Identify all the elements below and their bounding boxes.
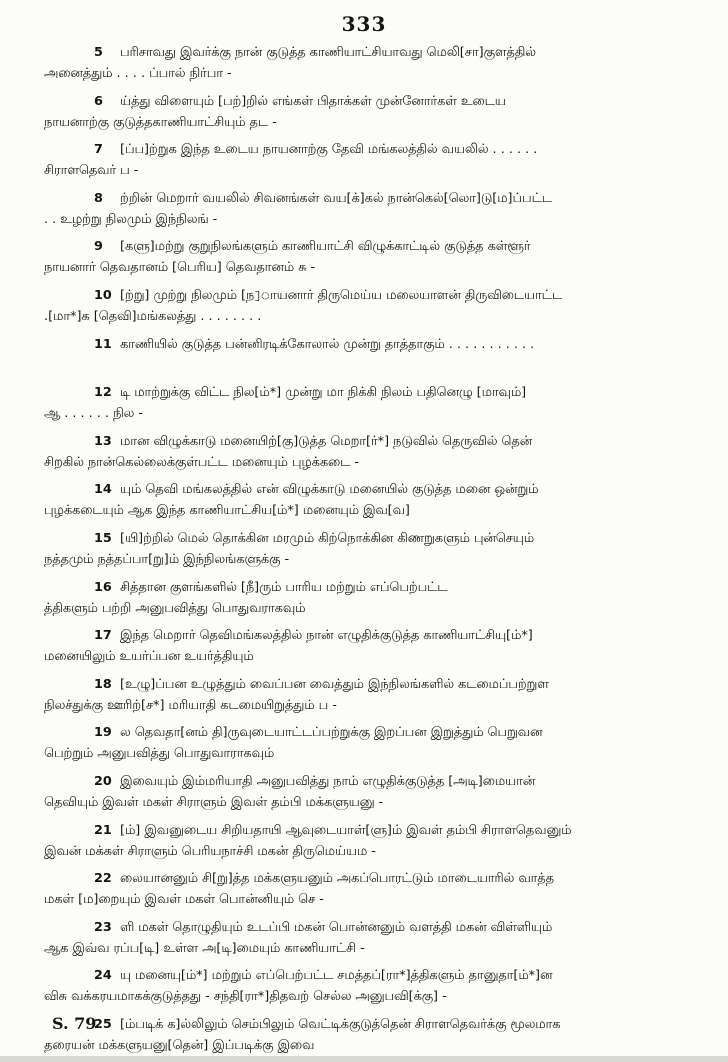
entry-first-line [40,431,690,452]
entry-first-line [40,236,690,257]
entry-text: யு மனையு[ம்*] மற்றும் எப்பெற்பட்ட சமத்தப்[ரா*]த்திகளும் தானுதா[ம்*]ன [120,968,553,984]
entry-continuation-line: நிலச்துக்கு ஊரிற்[ச*] மரியாதி கடமையிறுத்தும் ப - [44,697,337,713]
entry-continuation-line: புழக்கடையும் ஆக இந்த காணியாட்சிய[ம்*] மனையும் இவ[வ] [44,503,410,519]
inscription-line-entry [40,820,690,869]
entry-first-line [40,820,690,841]
entry-continuation-line: இவன் மக்கள் சிராளும் பெரியநாச்சி மகன் திருமெய்யம - [44,843,376,859]
line-number: 11 [94,336,112,352]
inscription-line-entry [40,91,690,140]
entry-continuation-line: நாயனாற்கு குடுத்தகாணியாட்சியும் தட - [44,114,277,130]
entry-first-line [40,334,690,355]
inscription-line-entry [40,1014,690,1062]
entry-continuation-line: அனைத்தும் . . . . ப்பால் நிர்பா - [44,66,232,81]
line-number: 19 [94,725,112,741]
entry-continuation-line: பெற்றும் அனுபவித்து பொதுவாராகவும் [44,746,275,762]
entry-continuation-line: தெவியும் இவள் மகள் சிராளும் இவள் தம்பி மக்களுயனு - [44,794,384,810]
inscription-line-entry [40,965,690,1014]
entry-text: லையானனும் சி[று]த்த மக்களுயனும் அகப்பொரட்டும் மாடையாரில் வாத்த [120,871,554,887]
entry-continuation-line: .[மா*]க [தெவி]மங்கலத்து . . . . . . . . [44,308,262,324]
entry-text: இந்த மெறார் தெவிமங்கலத்தில் நான் எழுதிக்குடுத்த காணியாட்சியு[ம்*] [120,628,533,644]
inscription-entries [40,42,690,1062]
entry-first-line [40,188,690,209]
line-number: 14 [94,482,112,498]
entry-text: [உழு]ப்பன உழுத்தும் வைப்பன வைத்தும் இந்நிலங்களில் கடமைப்பற்றுள [120,676,549,692]
entry-first-line [40,479,690,500]
entry-text: மான விழுக்காடு மனையிற்[கு]டுத்த மெறா[ர்*] நடுவில் தெருவில் தென் [120,433,533,449]
entry-text: இவையும் இம்மரியாதி அனுபவித்து நாம் எழுதிக்குடுத்த [அடி]மையான் [120,773,536,789]
entry-first-line [40,528,690,549]
line-number: 23 [94,919,112,935]
page-bottom-edge [0,1056,728,1062]
inscription-line-entry [40,382,690,431]
inscription-line-entry [40,479,690,528]
entry-first-line [40,139,690,160]
line-number: 22 [94,871,112,887]
line-number: 9 [94,239,103,255]
line-number: 13 [94,433,112,449]
entry-text: ல தெவதா[னம் தி]ருவுடையாட்டப்பற்றுக்கு இறப்பன இறுத்தும் பெறுவன [120,725,543,741]
entry-text: ற்றின் மெறார் வயலில் சிவனங்கள் வய[க்]கல் நான்கெல்[லொ]டு[ம]ப்பட்ட [120,190,552,206]
inscription-line-entry [40,431,690,480]
inscription-line-entry [40,771,690,820]
entry-continuation-line: மகள் [ம]றையும் இவள் மகள் பொன்னியும் செ - [44,892,324,908]
line-number: 16 [94,579,112,595]
line-number: 20 [94,773,112,789]
entry-continuation-line: . . உழற்று நிலமும் இந்நிலங் - [44,211,218,227]
entry-first-line [40,382,690,403]
entry-text: [ற்று] முற்று நிலமும் [ந]ாயனார் திருமெய்ய மலையாளன் திருவிடையாட்ட [120,287,563,303]
entry-text: டி மாற்றுக்கு விட்ட நில[ம்*] முன்று மா நிக்கி நிலம் பதினெழு [மாவும்] [120,385,527,401]
inscription-line-entry [40,917,690,966]
entry-first-line [40,285,690,306]
entry-continuation-line: விசு வக்கரயமாகக்குடுத்தது - சந்தி[ரா*]திதவற் செல்ல அனுபவி[க்கு] - [44,989,447,1005]
entry-first-line [40,868,690,889]
entry-continuation-line [40,355,690,376]
entry-text: [ம்படிக் க]ல்லிலும் செம்பிலும் வெட்டிக்குடுத்தென் சிராளதெவர்க்கு மூலமாக [120,1016,561,1032]
entry-first-line [40,771,690,792]
entry-first-line [40,1014,690,1035]
entry-continuation-line: சிறகில் நான்கெல்லைக்குள்பட்ட மனையும் புழக்கடை - [44,454,360,470]
line-number: 5 [94,45,103,60]
entry-text: ளி மகள் தொழுதியும் உடப்பி மகன் பொன்னனும் வளத்தி மகன் விள்ளியும் [120,919,553,935]
entry-first-line [40,917,690,938]
entry-text: [களு]மற்று குறுநிலங்களும் காணியாட்சி விழுக்காட்டில் குடுத்த கள்ளூர் [120,239,531,255]
inscription-line-entry [40,334,690,383]
line-number: 8 [94,190,103,206]
entry-continuation-line: நாயனார் தெவதானம் [பெரிய] தெவதானம் சு - [44,260,316,276]
inscription-line-entry [40,722,690,771]
page-footer-signature: S. 79 [52,1014,97,1033]
entry-first-line [40,625,690,646]
entry-continuation-line: த்திகளும் பற்றி அனுபவித்து பொதுவராகவும் [44,600,306,616]
inscription-line-entry [40,236,690,285]
entry-text: [யி]ற்றில் மெல் தொக்கின மரமும் கிற்நொக்கின கிணறுகளும் புன்செயும் [120,530,535,546]
entry-text: [ம்] இவனுடைய சிறியதாயி ஆவுடையாள்[ளு]ம் இவள் தம்பி சிராளதெவனும் [120,822,572,838]
entry-first-line [40,91,690,112]
inscription-line-entry [40,42,690,91]
entry-text: பரிசாவது இவர்க்கு நான் குடுத்த காணியாட்சியாவது மெலி[சா]குளத்தில் [120,45,536,60]
entry-text: யும் தெவி மங்கலத்தில் என் விழுக்காடு மனையில் குடுத்த மனை ஒன்றும் [120,482,539,498]
inscription-line-entry [40,674,690,723]
entry-text: சித்தான குளங்களில் [நீ]ரும் பாரிய மற்றும் எப்பெற்பட்ட [120,579,448,595]
line-number: 21 [94,822,112,838]
entry-continuation-line: ஆ . . . . . . நில - [44,406,143,422]
line-number: 17 [94,628,112,644]
line-number: 6 [94,93,103,109]
inscription-line-entry [40,139,690,188]
entry-first-line [40,674,690,695]
line-number: 15 [94,530,112,546]
line-number: 18 [94,676,112,692]
entry-first-line [40,965,690,986]
entry-text: காணியில் குடுத்த பன்னிரடிக்கோலால் முன்று தாத்தாகும் . . . . . . . . . . . [120,336,535,352]
entry-continuation-line: சிராளதெவர் ப - [44,163,139,179]
line-number: 24 [94,968,112,984]
page-number: 333 [341,12,387,36]
entry-first-line [40,42,690,63]
line-number: 12 [94,385,112,401]
line-number: 10 [94,287,112,303]
entry-continuation-line: தரையன் மக்களுயனு[தென்] இப்படிக்கு இவை [44,1037,315,1053]
entry-text: [ப்ப]ற்றுக இந்த உடைய நாயனாற்கு தேவி மங்கலத்தில் வயலில் . . . . . . [120,142,538,158]
inscription-line-entry [40,188,690,237]
inscription-line-entry [40,868,690,917]
entry-continuation-line: நத்தமும் நத்தப்பா[று]ம் இந்நிலங்களுக்கு - [44,551,290,567]
inscription-line-entry [40,285,690,334]
entry-first-line [40,577,690,598]
entry-first-line [40,722,690,743]
entry-continuation-line: மனையிலும் உயர்ப்பன உயர்த்தியும் [44,649,254,665]
inscription-line-entry [40,625,690,674]
inscription-line-entry [40,528,690,577]
inscription-line-entry [40,577,690,626]
entry-continuation-line: ஆக இவ்வ ரப்ப[டி] உள்ள அ[டி]மையும் காணியாட்சி - [44,940,365,956]
entry-text: ய்த்து விளையும் [பற்]றில் எங்கள் பிதாக்கள் முன்னோர்கள் உடைய [120,93,506,109]
line-number: 25 [94,1016,112,1032]
line-number: 7 [94,142,103,158]
